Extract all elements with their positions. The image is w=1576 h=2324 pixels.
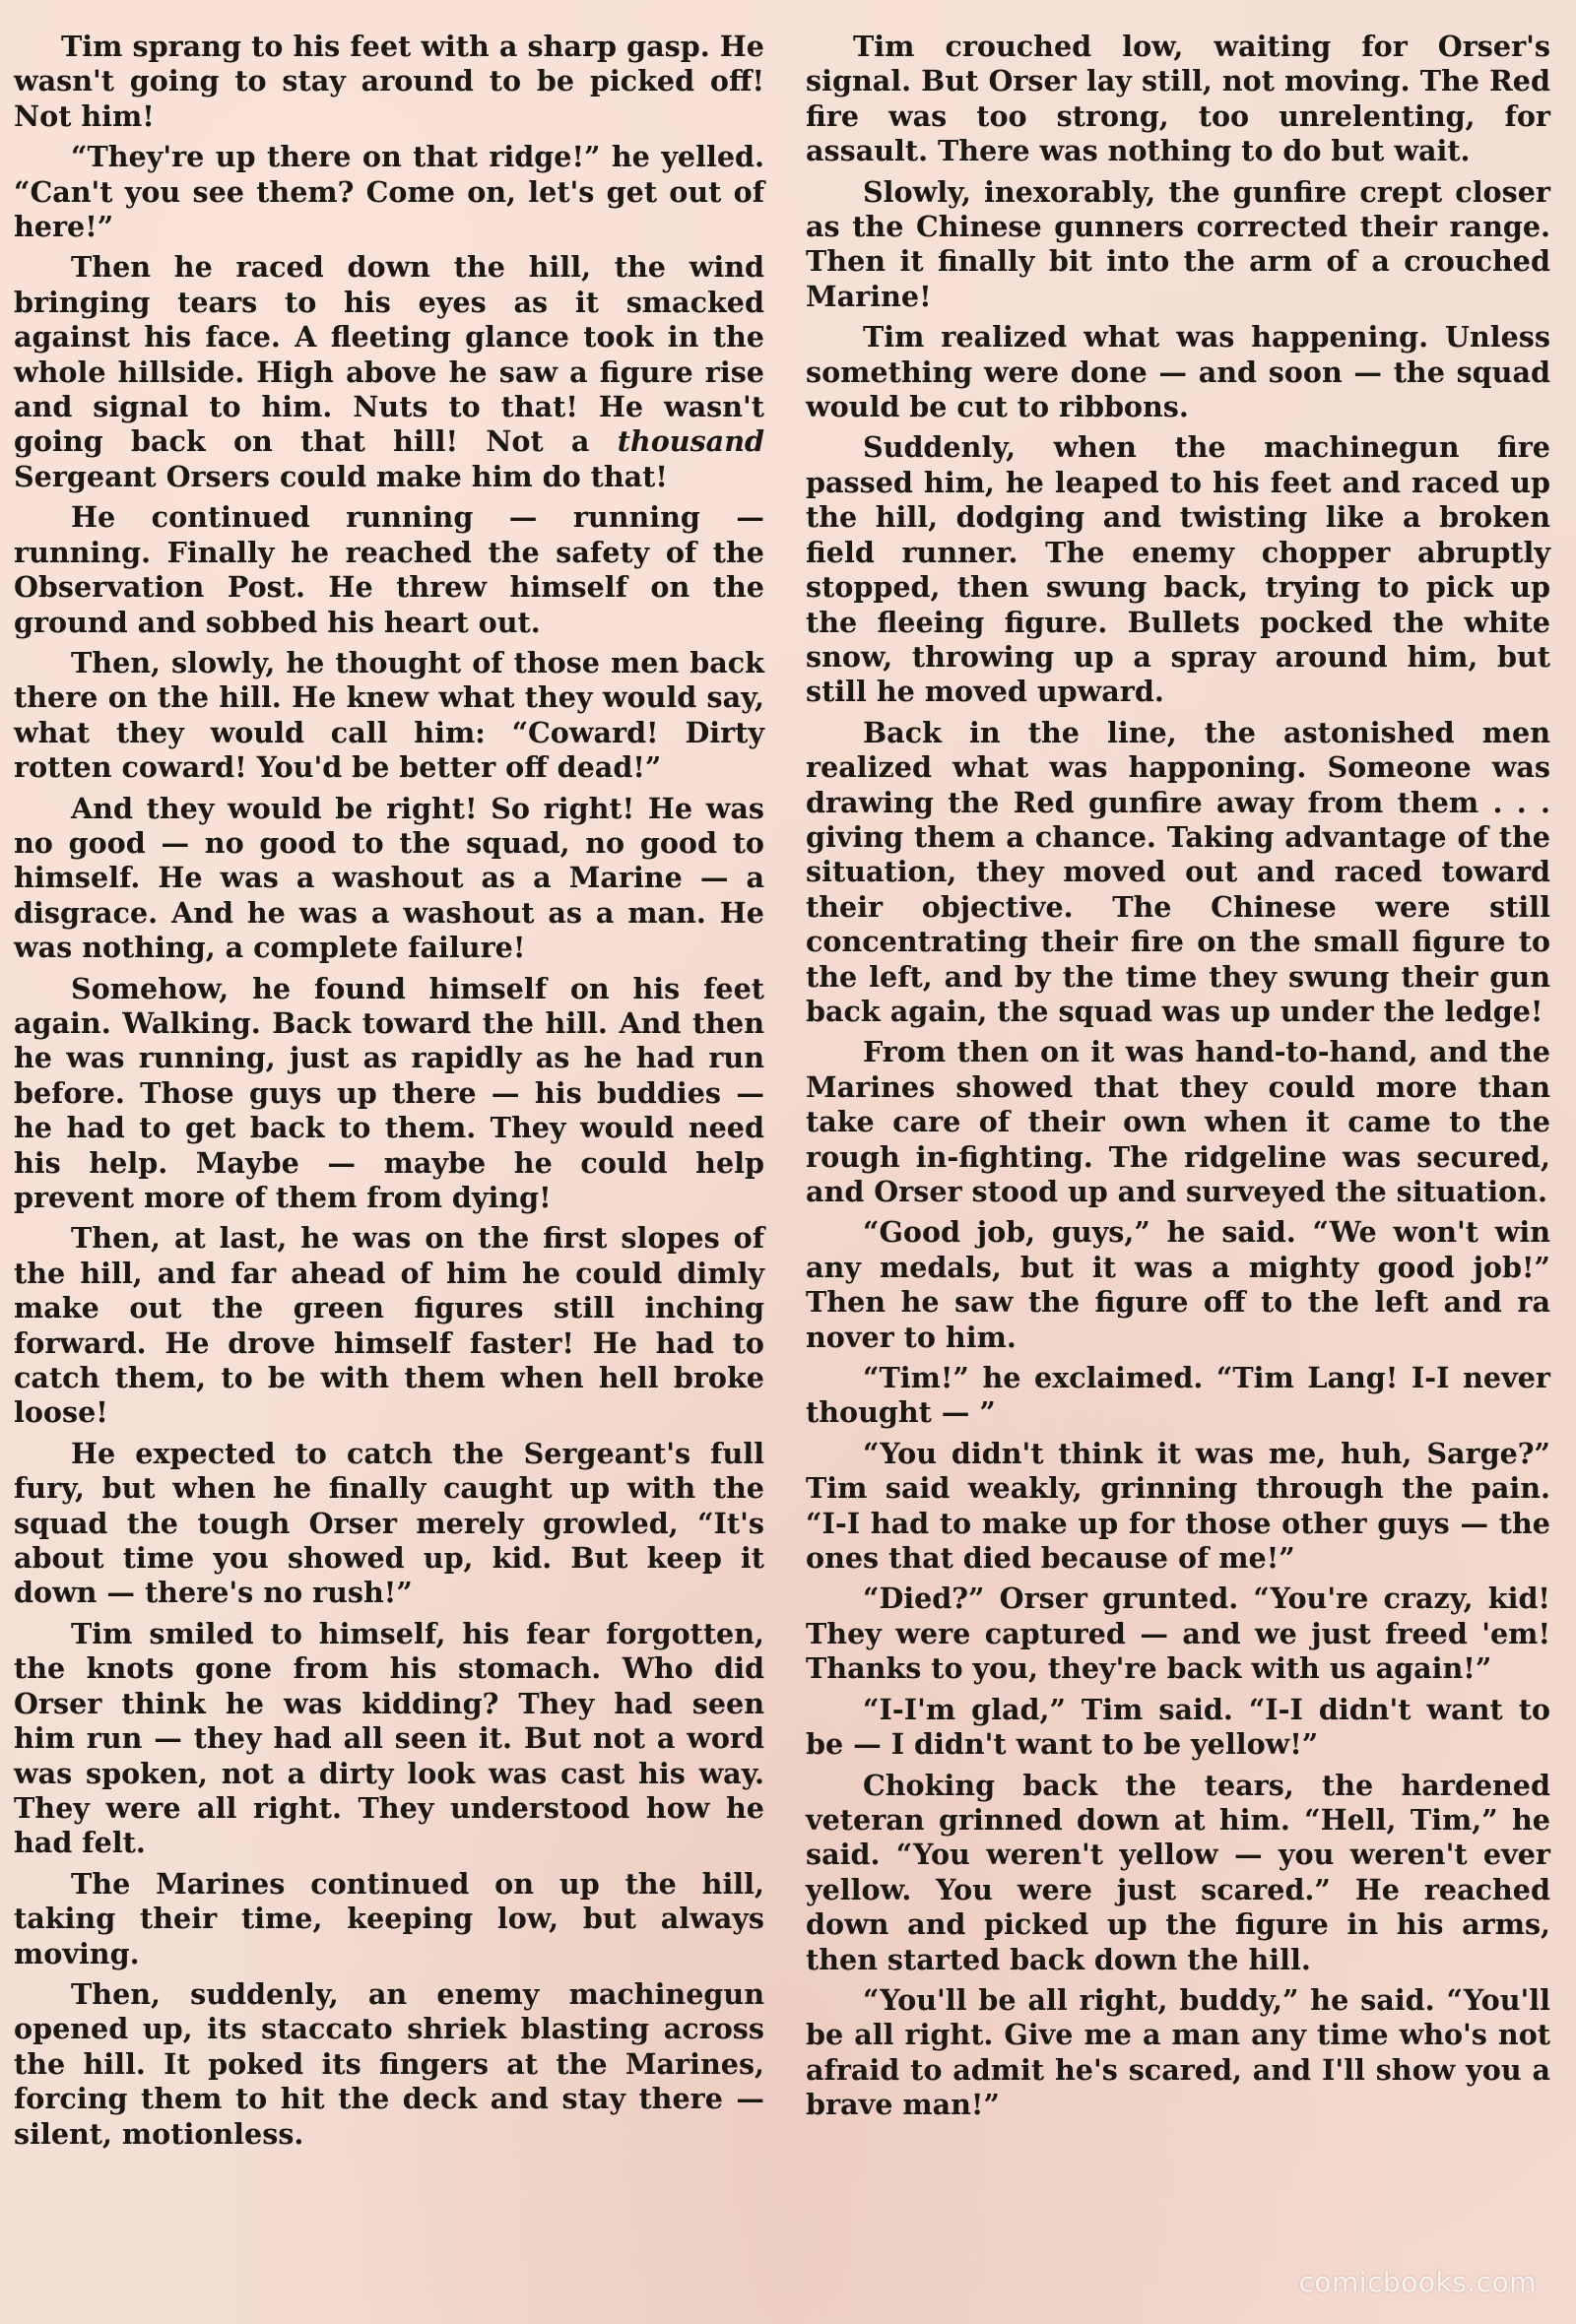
paragraph-text: Then he raced down the hill, the wind bringing tears to his eyes as it smacked against his face. A fleeting glance took in the whole hillside. High above he saw a figure rise and signal to him. Nuts to that! He wasn't going back on that hill! Not a: [14, 250, 764, 459]
paragraph-text: Sergeant Orsers could make him do that!: [14, 459, 668, 493]
right-text-column: [806, 30, 1550, 2324]
story-paragraph: The Marines continued on up the hill, taking their time, keeping low, but always moving.: [14, 1866, 764, 1970]
story-paragraph: He expected to catch the Sergeant's full fury, but when he finally caught up with the squad the tough Orser merely growled, “It's about time you showed up, kid. But keep it down — there's no rush!”: [14, 1436, 764, 1610]
story-paragraph: Tim smiled to himself, his fear forgotten, the knots gone from his stomach. Who did Orser think he was kidding? They had seen him run — they had all seen it. But not a word was spoken, not a dirty look was cast his way. They were all right. They understood how he had felt.: [14, 1616, 764, 1860]
story-paragraph: Suddenly, when the machinegun fire passed him, he leaped to his feet and raced up the hill, dodging and twisting like a broken field runner. The enemy chopper abruptly stopped, then swung back, trying to pick up the fleeing figure. Bullets pocked the white snow, throwing up a spray around him, but still he moved upward.: [806, 430, 1550, 709]
story-paragraph: Then, suddenly, an enemy machinegun opened up, its staccato shriek blasting across the hill. It poked its fingers at the Marines, forcing them to hit the deck and stay there — silent, motionless.: [14, 1976, 764, 2151]
story-paragraph: Back in the line, the astonished men realized what was happoning. Someone was drawing the Red gunfire away from them . . . giving them a chance. Taking advantage of the situation, they moved out and raced toward their objective. The Chinese were still concentrating their fire on the small figure to the left, and by the time they swung their gun back again, the squad was up under the ledge!: [806, 715, 1550, 1028]
story-paragraph: He continued running — running — running. Finally he reached the safety of the Observation Post. He threw himself on the ground and sobbed his heart out.: [14, 500, 764, 639]
site-watermark: comicbooks.com: [1298, 2266, 1537, 2298]
story-paragraph: Tim sprang to his feet with a sharp gasp. He wasn't going to stay around to be picked off! Not him!: [14, 30, 764, 133]
story-paragraph: “Good job, guys,” he said. “We won't win any medals, but it was a mighty good job!” Then he saw the figure off to the left and ra nover to him.: [806, 1215, 1550, 1354]
story-paragraph: Choking back the tears, the hardened veteran grinned down at him. “Hell, Tim,” he said. “You weren't yellow — you weren't ever yellow. You were just scared.” He reached down and picked up the figure in his arms, then started back down the hill.: [806, 1768, 1550, 1976]
story-paragraph: Slowly, inexorably, the gunfire crept closer as the Chinese gunners corrected their range. Then it finally bit into the arm of a crouched Marine!: [806, 174, 1550, 313]
story-paragraph: “I-I'm glad,” Tim said. “I-I didn't want to be — I didn't want to be yellow!”: [806, 1692, 1550, 1762]
emphasized-word: thousand: [617, 424, 764, 459]
story-paragraph: “You didn't think it was me, huh, Sarge?” Tim said weakly, grinning through the pain. “I-I had to make up for those other guys — the ones that died because of me!”: [806, 1436, 1550, 1576]
story-paragraph: Then, at last, he was on the first slopes of the hill, and far ahead of him he could dimly make out the green figures still inching forward. He drove himself faster! He had to catch them, to be with them when hell broke loose!: [14, 1221, 764, 1430]
story-paragraph: Then, slowly, he thought of those men back there on the hill. He knew what they would say, what they would call him: “Coward! Dirty rotten coward! You'd be better off dead!”: [14, 645, 764, 785]
story-paragraph: “You'll be all right, buddy,” he said. “You'll be all right. Give me a man any time who's not afraid to admit he's scared, and I'll show you a brave man!”: [806, 1982, 1550, 2122]
story-paragraph: And they would be right! So right! He was no good — no good to the squad, no good to himself. He was a washout as a Marine — a disgrace. And he was a washout as a man. He was nothing, a complete failure!: [14, 791, 764, 965]
story-paragraph: Somehow, he found himself on his feet again. Walking. Back toward the hill. And then he was running, just as rapidly as he had run before. Those guys up there — his buddies — he had to get back to them. They would need his help. Maybe — maybe he could help prevent more of them from dying!: [14, 971, 764, 1214]
left-text-column: [14, 30, 764, 2324]
story-paragraph: Tim crouched low, waiting for Orser's signal. But Orser lay still, not moving. The Red fire was too strong, too unrelenting, for assault. There was nothing to do but wait.: [806, 30, 1550, 168]
story-paragraph: “Tim!” he exclaimed. “Tim Lang! I-I never thought — ”: [806, 1361, 1550, 1430]
story-paragraph: “They're up there on that ridge!” he yelled. “Can't you see them? Come on, let's get out of here!”: [14, 140, 764, 244]
story-paragraph: “Died?” Orser grunted. “You're crazy, kid! They were captured — and we just freed 'em! Thanks to you, they're back with us again!”: [806, 1582, 1550, 1686]
story-paragraph: Tim realized what was happening. Unless something were done — and soon — the squad would be cut to ribbons.: [806, 320, 1550, 424]
story-paragraph: [14, 250, 764, 494]
story-paragraph: From then on it was hand-to-hand, and the Marines showed that they could more than take care of their own when it came to the rough in-fighting. The ridgeline was secured, and Orser stood up and surveyed the situation.: [806, 1035, 1550, 1208]
